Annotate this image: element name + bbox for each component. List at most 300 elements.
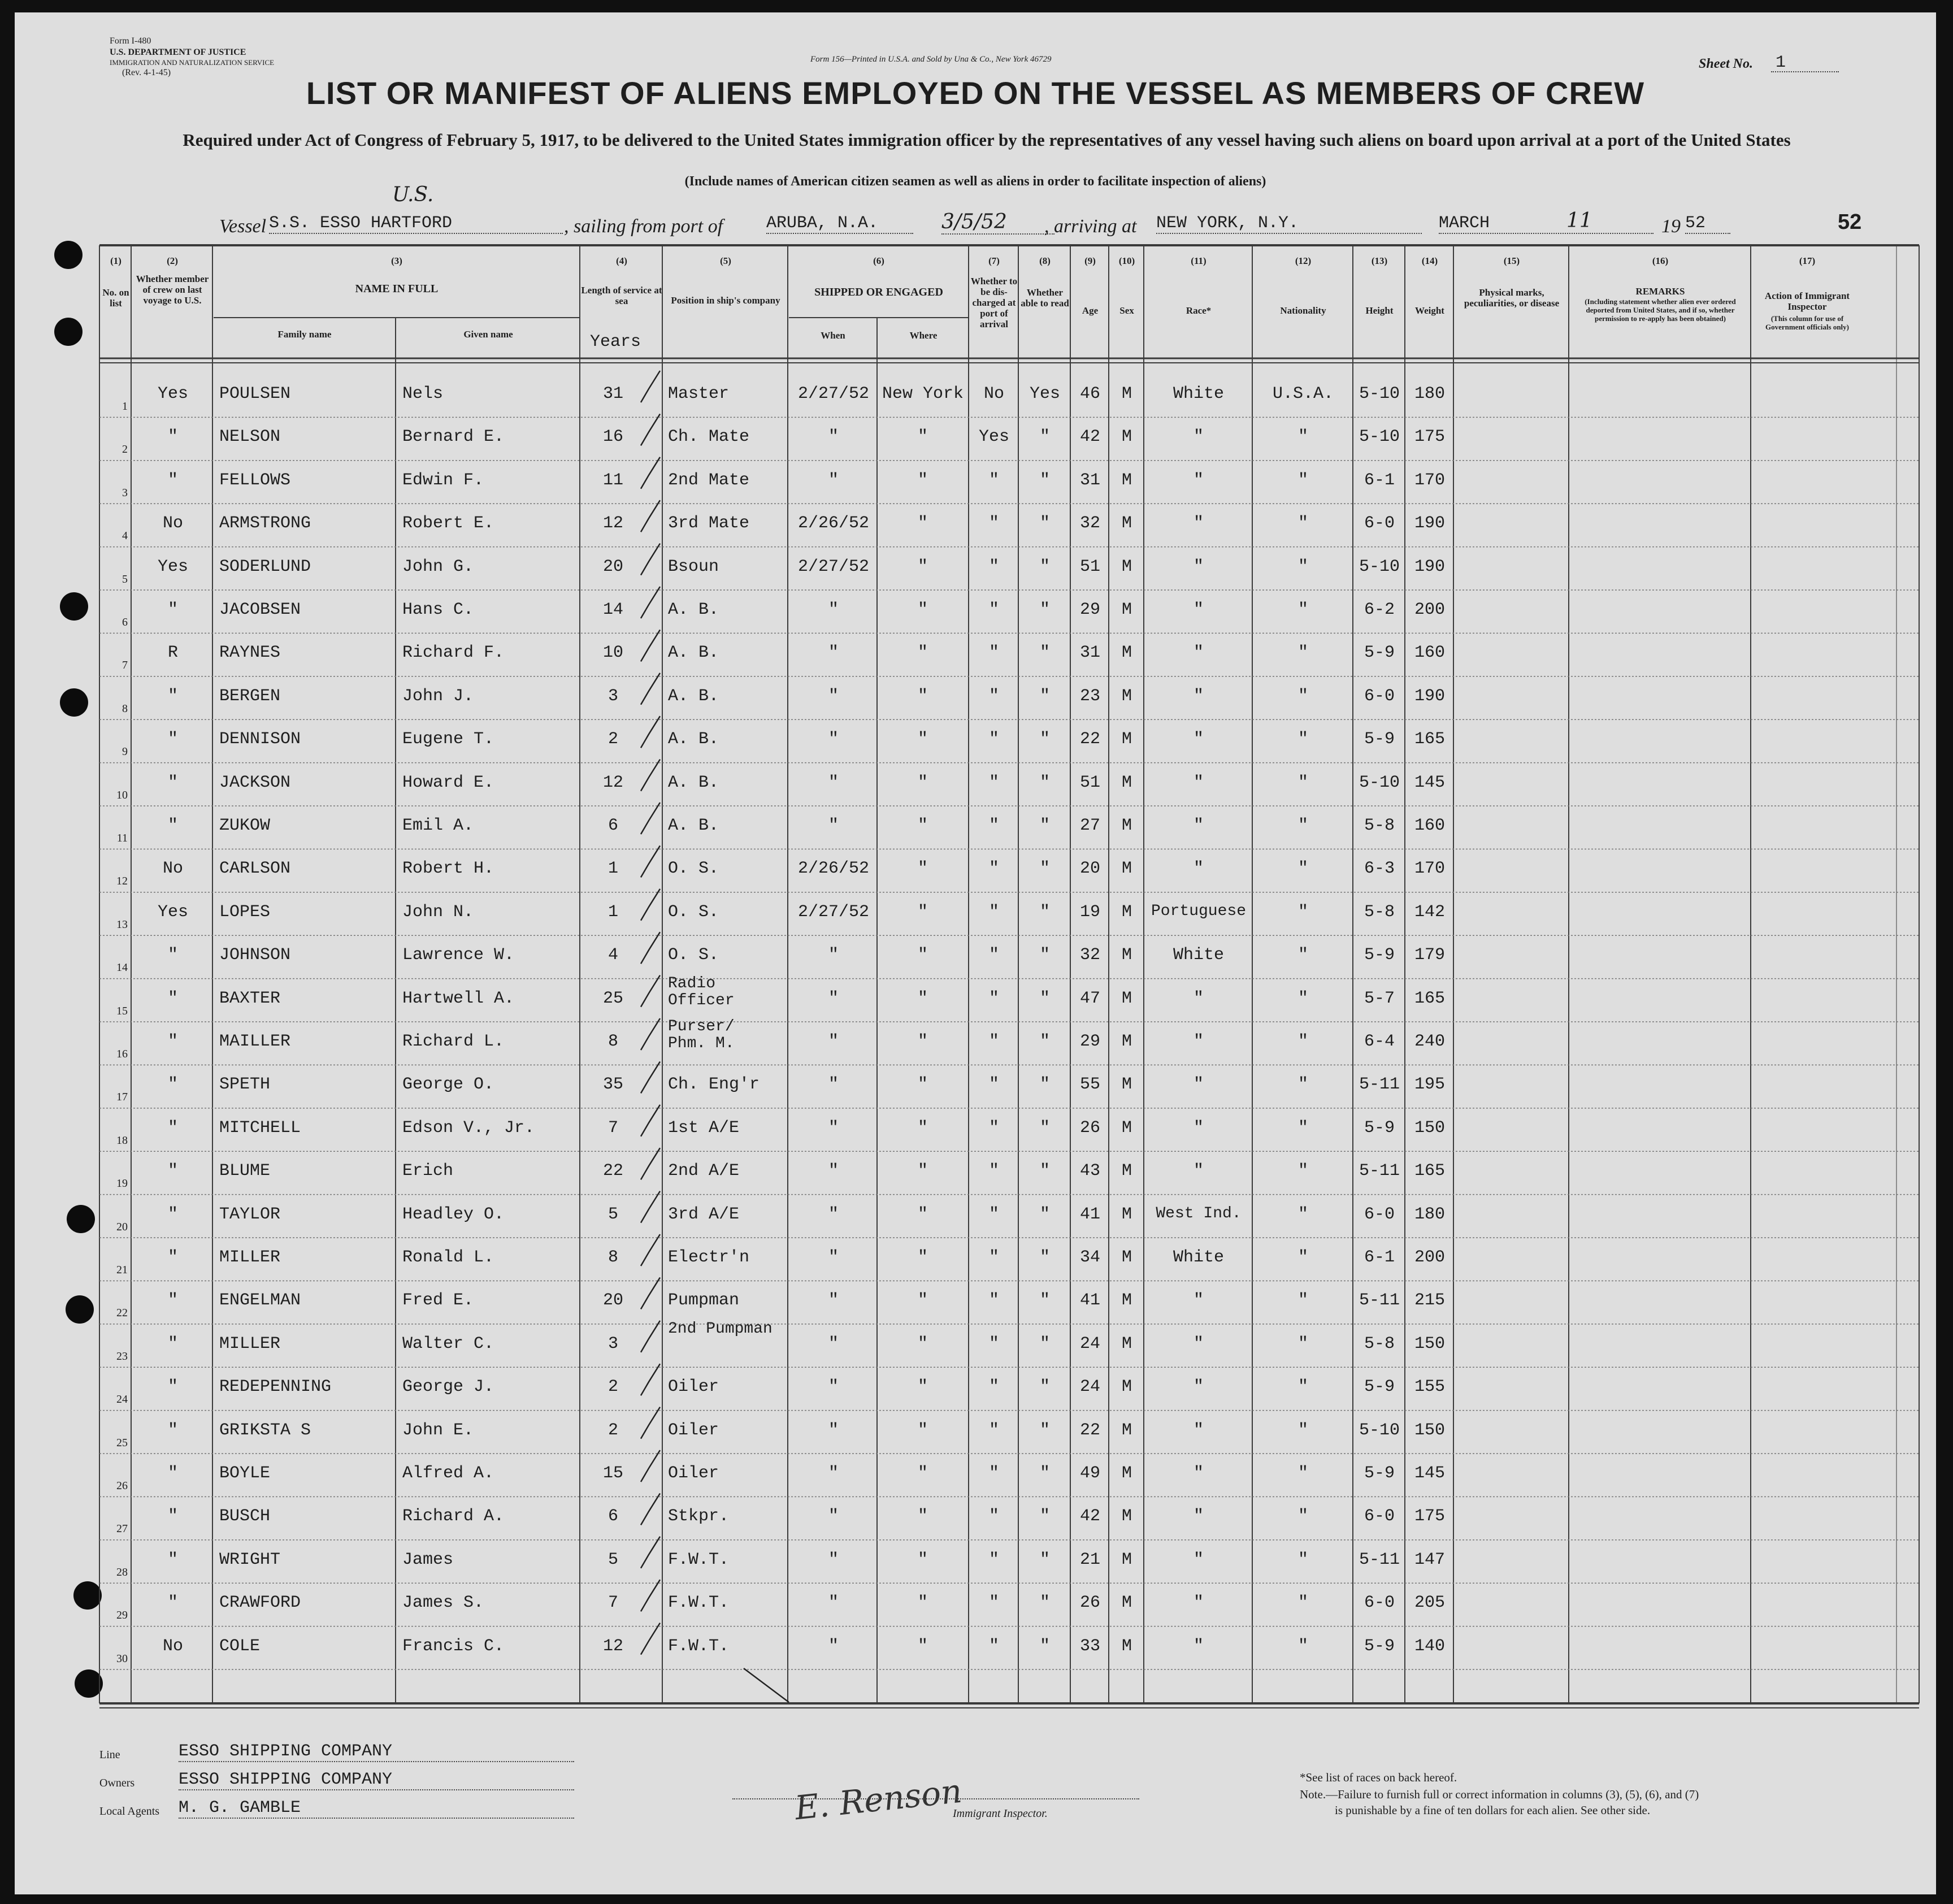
member-cell: " (167, 1075, 178, 1095)
family-name-cell: WRIGHT (219, 1550, 281, 1569)
weight-cell: 160 (1414, 643, 1445, 663)
shipped-when-cell: " (828, 643, 839, 663)
row-number: 28 (116, 1565, 128, 1578)
shipped-when-cell: 2/27/52 (797, 557, 870, 576)
read-cell: " (1039, 1636, 1050, 1656)
shipped-where-cell: " (917, 427, 928, 447)
nationality-cell: " (1297, 1161, 1308, 1181)
weight-cell: 165 (1414, 1161, 1445, 1181)
nationality-cell: U.S.A. (1272, 384, 1334, 404)
read-cell: " (1039, 1464, 1050, 1483)
discharged-cell: " (988, 1550, 999, 1569)
family-name-cell: JOHNSON (219, 946, 291, 965)
given-name-cell: John G. (402, 557, 474, 576)
years-cell: 25 (602, 988, 623, 1008)
position-cell: O. S. (668, 902, 719, 922)
years-cell: 7 (607, 1593, 618, 1613)
nationality-cell: " (1297, 1118, 1308, 1138)
sex-cell: M (1121, 773, 1132, 792)
read-cell: " (1039, 1377, 1050, 1397)
sex-cell: M (1121, 1291, 1132, 1311)
row-number: 23 (116, 1350, 128, 1363)
row-number: 17 (116, 1091, 128, 1104)
given-name-cell: John J. (402, 686, 474, 706)
col-sex: Sex (1119, 305, 1134, 316)
vessel-note: U.S. (392, 183, 434, 206)
years-cell: 2 (607, 1420, 618, 1440)
sex-cell: M (1121, 1334, 1132, 1354)
shipped-when-cell: " (828, 773, 839, 792)
race-cell: " (1193, 557, 1204, 576)
family-name-cell: BERGEN (219, 686, 281, 706)
agents-value: M. G. GAMBLE (179, 1798, 574, 1819)
signature-line (732, 1798, 1139, 1799)
position-cell: Oiler (668, 1420, 719, 1440)
column-number: (14) (1421, 255, 1438, 266)
shipped-when-cell: " (828, 1636, 839, 1656)
row-number: 8 (122, 702, 128, 715)
height-cell: 5-10 (1359, 1420, 1400, 1440)
discharged-cell: " (988, 470, 999, 490)
column-number: (8) (1039, 255, 1051, 266)
discharged-cell: No (983, 384, 1004, 404)
sex-cell: M (1121, 643, 1132, 663)
sex-cell: M (1121, 1161, 1132, 1181)
read-cell: " (1039, 1248, 1050, 1267)
read-cell: " (1039, 427, 1050, 447)
row-number: 9 (122, 745, 128, 758)
shipped-where-cell: " (917, 1161, 928, 1181)
age-cell: 32 (1079, 514, 1100, 534)
row-number: 14 (116, 961, 128, 974)
nationality-cell: " (1297, 1032, 1308, 1051)
family-name-cell: ZUKOW (219, 816, 271, 835)
owners-value: ESSO SHIPPING COMPANY (179, 1770, 574, 1790)
given-name-cell: Edwin F. (402, 470, 484, 490)
discharged-cell: " (988, 1420, 999, 1440)
member-cell: " (167, 988, 178, 1008)
line-value: ESSO SHIPPING COMPANY (179, 1742, 574, 1762)
given-name-cell: Edson V., Jr. (402, 1118, 535, 1138)
discharged-cell: " (988, 1118, 999, 1138)
shipped-when-cell: " (828, 1032, 839, 1051)
race-cell: " (1193, 988, 1204, 1008)
family-name-cell: JACKSON (219, 773, 291, 792)
sex-cell: M (1121, 427, 1132, 447)
position-cell: 3rd Mate (668, 514, 750, 534)
position-cell: 2nd Mate (668, 470, 750, 490)
row-number: 13 (116, 918, 128, 931)
given-name-cell: Erich (402, 1161, 454, 1181)
col-given: Given name (463, 329, 513, 340)
sex-cell: M (1121, 1377, 1132, 1397)
position-cell: F.W.T. (668, 1636, 730, 1656)
height-cell: 6-0 (1364, 514, 1395, 534)
nationality-cell: " (1297, 1550, 1308, 1569)
sheet-number: 1 (1776, 53, 1786, 72)
race-cell: White (1173, 1248, 1224, 1267)
col-nationality: Nationality (1280, 305, 1326, 316)
years-cell: 4 (607, 946, 618, 965)
weight-cell: 145 (1414, 773, 1445, 792)
race-cell: " (1193, 1334, 1204, 1354)
given-name-cell: Francis C. (402, 1636, 505, 1656)
race-cell: " (1193, 427, 1204, 447)
discharged-cell: " (988, 686, 999, 706)
family-name-cell: MILLER (219, 1248, 281, 1267)
discharged-cell: " (988, 773, 999, 792)
weight-cell: 145 (1414, 1464, 1445, 1483)
position-cell: 2nd Pumpman (668, 1320, 772, 1338)
line-label: Line (99, 1749, 120, 1761)
position-cell: 3rd A/E (668, 1204, 740, 1224)
given-name-cell: Richard A. (402, 1507, 505, 1526)
col-no: No. on list (102, 287, 129, 309)
shipped-when-cell: " (828, 730, 839, 749)
member-cell: " (167, 427, 178, 447)
race-cell: " (1193, 1161, 1204, 1181)
shipped-where-cell: " (917, 557, 928, 576)
discharged-cell: " (988, 1377, 999, 1397)
department: U.S. DEPARTMENT OF JUSTICE (110, 47, 246, 57)
shipped-when-cell: " (828, 1075, 839, 1095)
member-cell: " (167, 1118, 178, 1138)
shipped-when-cell: " (828, 1593, 839, 1613)
shipped-where-cell: " (917, 1334, 928, 1354)
height-cell: 5-11 (1359, 1075, 1400, 1095)
member-cell: R (167, 643, 178, 663)
weight-cell: 170 (1414, 470, 1445, 490)
given-name-cell: Walter C. (402, 1334, 494, 1354)
family-name-cell: MAILLER (219, 1032, 291, 1051)
age-cell: 42 (1079, 1507, 1100, 1526)
col-position: Position in ship's company (671, 295, 780, 306)
vessel-label: Vessel (219, 216, 267, 237)
row-number: 29 (116, 1609, 128, 1622)
row-number: 15 (116, 1004, 128, 1017)
given-name-cell: Lawrence W. (402, 946, 515, 965)
read-cell: " (1039, 773, 1050, 792)
shipped-where-cell: " (917, 1636, 928, 1656)
read-cell: " (1039, 1420, 1050, 1440)
page-title: LIST OR MANIFEST OF ALIENS EMPLOYED ON THE VESSEL AS MEMBERS OF CREW (306, 75, 1645, 111)
include-note: (Include names of American citizen seamen as well as aliens in order to facilitate inspection of aliens) (684, 174, 1266, 189)
years-cell: 2 (607, 730, 618, 749)
read-cell: " (1039, 1291, 1050, 1311)
discharged-cell: " (988, 643, 999, 663)
member-cell: " (167, 686, 178, 706)
family-name-cell: BLUME (219, 1161, 271, 1181)
position-cell: Bsoun (668, 557, 719, 576)
family-name-cell: RAYNES (219, 643, 281, 663)
sex-cell: M (1121, 1118, 1132, 1138)
inspector-signature: E. Renson (793, 1771, 964, 1828)
years-cell: 22 (602, 1161, 623, 1181)
shipped-when-cell: " (828, 1507, 839, 1526)
shipped-where-cell: " (917, 686, 928, 706)
race-cell: West Ind. (1156, 1204, 1242, 1222)
shipped-when-cell: " (828, 816, 839, 835)
weight-cell: 150 (1414, 1420, 1445, 1440)
column-number: (10) (1118, 255, 1135, 266)
position-cell: Ch. Eng'r (668, 1075, 760, 1095)
member-cell: Yes (157, 902, 188, 922)
given-name-cell: Fred E. (402, 1291, 474, 1311)
shipped-when-cell: " (828, 1420, 839, 1440)
race-cell: " (1193, 1420, 1204, 1440)
row-number: 19 (116, 1177, 128, 1190)
sex-cell: M (1121, 1248, 1132, 1267)
nationality-cell: " (1297, 816, 1308, 835)
weight-cell: 240 (1414, 1032, 1445, 1051)
penalty-note-1: Note.—Failure to furnish full or correct information in columns (3), (5), (6), and (7) (1300, 1788, 1699, 1801)
years-cell: 6 (607, 1507, 618, 1526)
years-cell: 20 (602, 557, 623, 576)
col-race: Race* (1186, 305, 1212, 316)
age-cell: 51 (1079, 773, 1100, 792)
nationality-cell: " (1297, 730, 1308, 749)
column-number: (12) (1295, 255, 1312, 266)
read-cell: " (1039, 470, 1050, 490)
read-cell: " (1039, 643, 1050, 663)
weight-cell: 205 (1414, 1593, 1445, 1613)
row-number: 26 (116, 1480, 128, 1492)
shipped-when-cell: 2/27/52 (797, 384, 870, 404)
shipped-where-cell: " (917, 1075, 928, 1095)
weight-cell: 215 (1414, 1291, 1445, 1311)
family-name-cell: REDEPENNING (219, 1377, 332, 1397)
given-name-cell: Hartwell A. (402, 988, 515, 1008)
sex-cell: M (1121, 988, 1132, 1008)
sex-cell: M (1121, 902, 1132, 922)
sex-cell: M (1121, 730, 1132, 749)
read-cell: Yes (1029, 384, 1060, 404)
family-name-cell: JACOBSEN (219, 600, 301, 619)
race-cell: " (1193, 1636, 1204, 1656)
member-cell: " (167, 1377, 178, 1397)
shipped-where-cell: " (917, 988, 928, 1008)
years-cell: 12 (602, 773, 623, 792)
given-name-cell: James (402, 1550, 454, 1569)
given-name-cell: Emil A. (402, 816, 474, 835)
years-cell: 3 (607, 686, 618, 706)
height-cell: 6-3 (1364, 859, 1395, 879)
race-cell: " (1193, 1550, 1204, 1569)
given-name-cell: Ronald L. (402, 1248, 494, 1267)
shipped-where-cell: " (917, 1464, 928, 1483)
age-cell: 46 (1079, 384, 1100, 404)
age-cell: 29 (1079, 600, 1100, 619)
requirement-text: Required under Act of Congress of February 5, 1917, to be delivered to the United States immigration officer by the representatives of any vessel having such aliens on board upon arrival at a port of the United States (183, 130, 1791, 150)
years-cell: 12 (602, 1636, 623, 1656)
race-cell: " (1193, 514, 1204, 534)
read-cell: " (1039, 600, 1050, 619)
row-number: 11 (116, 832, 128, 844)
shipped-where-cell: " (917, 816, 928, 835)
column-number: (3) (391, 255, 402, 266)
member-cell: No (162, 514, 183, 534)
position-cell: Pumpman (668, 1291, 740, 1311)
column-number: (9) (1084, 255, 1096, 266)
shipped-when-cell: " (828, 686, 839, 706)
nationality-cell: " (1297, 1507, 1308, 1526)
page-mark: 52 (1838, 210, 1862, 234)
discharged-cell: " (988, 946, 999, 965)
discharged-cell: " (988, 1507, 999, 1526)
given-name-cell: Richard L. (402, 1032, 505, 1051)
sex-cell: M (1121, 557, 1132, 576)
shipped-when-cell: 2/26/52 (797, 859, 870, 879)
weight-cell: 150 (1414, 1334, 1445, 1354)
col-when: When (821, 330, 845, 341)
family-name-cell: COLE (219, 1636, 261, 1656)
family-name-cell: FELLOWS (219, 470, 291, 490)
race-cell: " (1193, 1507, 1204, 1526)
height-cell: 5-11 (1359, 1291, 1400, 1311)
discharged-cell: " (988, 1291, 999, 1311)
service: IMMIGRATION AND NATURALIZATION SERVICE (110, 58, 275, 67)
col-weight: Weight (1415, 305, 1444, 316)
age-cell: 51 (1079, 557, 1100, 576)
position-cell: O. S. (668, 859, 719, 879)
family-name-cell: DENNISON (219, 730, 301, 749)
agents-label: Local Agents (99, 1805, 160, 1818)
shipped-when-cell: " (828, 1161, 839, 1181)
arrival-month: MARCH (1439, 214, 1653, 234)
member-cell: Yes (157, 384, 188, 404)
discharged-cell: " (988, 1075, 999, 1095)
shipped-where-cell: " (917, 600, 928, 619)
sex-cell: M (1121, 470, 1132, 490)
shipped-where-cell: " (917, 1118, 928, 1138)
nationality-cell: " (1297, 1420, 1308, 1440)
inspector-label: Immigrant Inspector. (953, 1807, 1048, 1820)
nationality-cell: " (1297, 1075, 1308, 1095)
read-cell: " (1039, 902, 1050, 922)
read-cell: " (1039, 1161, 1050, 1181)
position-cell: O. S. (668, 946, 719, 965)
sex-cell: M (1121, 946, 1132, 965)
member-cell: Yes (157, 557, 188, 576)
age-cell: 19 (1079, 902, 1100, 922)
nationality-cell: " (1297, 1464, 1308, 1483)
weight-cell: 200 (1414, 600, 1445, 619)
years-cell: 5 (607, 1204, 618, 1224)
column-number: (1) (110, 255, 121, 266)
height-cell: 5-9 (1364, 1464, 1395, 1483)
col-physical: Physical marks, peculiarities, or disease (1464, 287, 1560, 309)
sex-cell: M (1121, 1593, 1132, 1613)
race-cell: " (1193, 1118, 1204, 1138)
height-cell: 5-9 (1364, 643, 1395, 663)
weight-cell: 142 (1414, 902, 1445, 922)
sex-cell: M (1121, 384, 1132, 404)
shipped-when-cell: " (828, 1291, 839, 1311)
age-cell: 41 (1079, 1204, 1100, 1224)
member-cell: " (167, 1507, 178, 1526)
weight-cell: 190 (1414, 514, 1445, 534)
row-number: 12 (116, 875, 128, 888)
height-cell: 5-8 (1364, 1334, 1395, 1354)
read-cell: " (1039, 1550, 1050, 1569)
discharged-cell: " (988, 557, 999, 576)
given-name-cell: Richard F. (402, 643, 505, 663)
given-name-cell: Hans C. (402, 600, 474, 619)
age-cell: 47 (1079, 988, 1100, 1008)
family-name-cell: SPETH (219, 1075, 271, 1095)
row-number: 21 (116, 1264, 128, 1276)
nationality-cell: " (1297, 643, 1308, 663)
height-cell: 6-1 (1364, 1248, 1395, 1267)
shipped-where-cell: " (917, 902, 928, 922)
read-cell: " (1039, 1507, 1050, 1526)
height-cell: 5-11 (1359, 1161, 1400, 1181)
shipped-when-cell: " (828, 1118, 839, 1138)
row-number: 16 (116, 1048, 128, 1060)
height-cell: 6-0 (1364, 1204, 1395, 1224)
member-cell: " (167, 946, 178, 965)
sex-cell: M (1121, 1507, 1132, 1526)
nationality-cell: " (1297, 773, 1308, 792)
shipped-where-cell: " (917, 859, 928, 879)
nationality-cell: " (1297, 1291, 1308, 1311)
years-cell: 16 (602, 427, 623, 447)
sex-cell: M (1121, 1550, 1132, 1569)
height-cell: 5-10 (1359, 557, 1400, 576)
nationality-cell: " (1297, 600, 1308, 619)
col-height: Height (1365, 305, 1394, 316)
family-name-cell: CRAWFORD (219, 1593, 301, 1613)
shipped-where-cell: " (917, 643, 928, 663)
years-cell: 20 (602, 1291, 623, 1311)
row-number: 1 (122, 400, 128, 413)
age-cell: 55 (1079, 1075, 1100, 1095)
years-cell: 5 (607, 1550, 618, 1569)
col-years: Years (590, 332, 641, 352)
years-cell: 8 (607, 1032, 618, 1051)
given-name-cell: Eugene T. (402, 730, 494, 749)
member-cell: " (167, 1334, 178, 1354)
height-cell: 5-9 (1364, 1118, 1395, 1138)
family-name-cell: POULSEN (219, 384, 291, 404)
col-read: Whether able to read (1021, 287, 1069, 309)
arrival-year: 52 (1685, 214, 1730, 234)
position-cell: Purser/ Phm. M. (668, 1018, 735, 1052)
shipped-where-cell: " (917, 514, 928, 534)
nationality-cell: " (1297, 557, 1308, 576)
read-cell: " (1039, 1334, 1050, 1354)
years-cell: 15 (602, 1464, 623, 1483)
row-number: 7 (122, 659, 128, 672)
position-cell: A. B. (668, 643, 719, 663)
weight-cell: 165 (1414, 730, 1445, 749)
member-cell: " (167, 1550, 178, 1569)
shipped-where-cell: " (917, 773, 928, 792)
given-name-cell: Headley O. (402, 1204, 505, 1224)
weight-cell: 160 (1414, 816, 1445, 835)
weight-cell: 140 (1414, 1636, 1445, 1656)
col-family: Family name (277, 329, 332, 340)
given-name-cell: George J. (402, 1377, 494, 1397)
col-shipped: SHIPPED OR ENGAGED (814, 286, 943, 298)
family-name-cell: MILLER (219, 1334, 281, 1354)
position-cell: Electr'n (668, 1248, 750, 1267)
given-name-cell: Bernard E. (402, 427, 505, 447)
race-cell: " (1193, 470, 1204, 490)
years-cell: 31 (602, 384, 623, 404)
race-cell: " (1193, 730, 1204, 749)
shipped-where-cell: " (917, 1291, 928, 1311)
